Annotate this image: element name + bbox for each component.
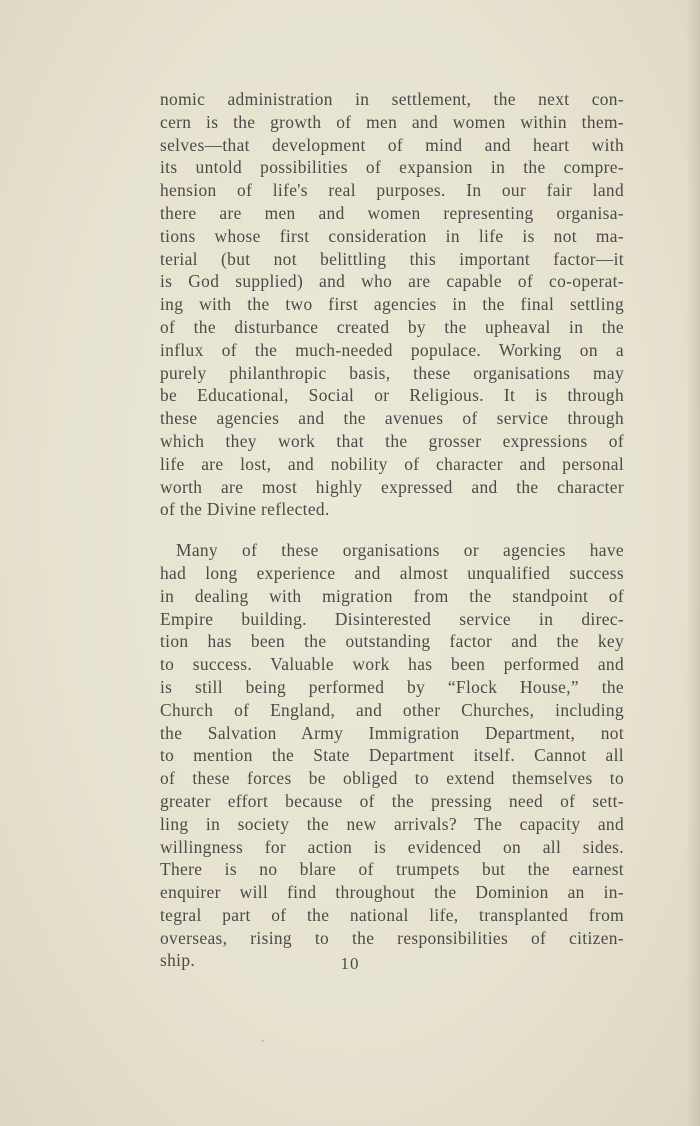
text-line: Church of England, and other Churches, including xyxy=(160,699,624,720)
text-line: There is no blare of trumpets but the earnest xyxy=(160,859,624,880)
paragraph-1 xyxy=(160,88,624,521)
page-number: 10 xyxy=(340,954,360,973)
text-line: influx of the much-needed populace. Working on a xyxy=(160,339,624,360)
text-line: tions whose first consideration in life is not ma- xyxy=(160,225,624,246)
text-line: worth are most highly expressed and the character xyxy=(160,476,624,497)
text-line: ing with the two first agencies in the final settling xyxy=(160,294,624,315)
text-line: these agencies and the avenues of service through xyxy=(160,408,624,429)
text-line: willingness for action is evidenced on all sides. xyxy=(160,836,624,857)
text-line: Many of these organisations or agencies have xyxy=(176,540,624,561)
paper-speck xyxy=(262,1040,264,1042)
paragraph-2 xyxy=(160,539,624,972)
text-line: which they work that the grosser expressions of xyxy=(160,430,624,451)
text-line: of the Divine reflected. xyxy=(160,499,330,520)
text-line: its untold possibilities of expansion in the compre- xyxy=(160,157,624,178)
text-line: greater effort because of the pressing need of sett- xyxy=(160,790,624,811)
text-line: in dealing with migration from the standpoint of xyxy=(160,585,624,606)
text-line: of the disturbance created by the upheaval in the xyxy=(160,316,624,337)
text-line: Empire building. Disinterested service in direc- xyxy=(160,608,624,629)
text-line: is still being performed by “Flock House,” the xyxy=(160,676,624,697)
text-line: be Educational, Social or Religious. It is through xyxy=(160,385,624,406)
text-line: is God supplied) and who are capable of co-operat- xyxy=(160,271,624,292)
text-line: of these forces be obliged to extend themselves to xyxy=(160,768,624,789)
body-text xyxy=(160,88,624,972)
text-line: there are men and women representing organisa- xyxy=(160,202,624,223)
text-line: life are lost, and nobility of character and personal xyxy=(160,453,624,474)
text-line: selves—that development of mind and heart with xyxy=(160,134,624,155)
text-line: tegral part of the national life, transplanted from xyxy=(160,904,624,925)
text-line: to mention the State Department itself. Cannot all xyxy=(160,745,624,766)
text-line: overseas, rising to the responsibilities of citizen- xyxy=(160,927,624,948)
text-line: the Salvation Army Immigration Department, not xyxy=(160,722,624,743)
text-line: cern is the growth of men and women within them- xyxy=(160,111,624,132)
text-line: ship. xyxy=(160,950,196,971)
text-line: ling in society the new arrivals? The capacity and xyxy=(160,813,624,834)
text-line: purely philanthropic basis, these organisations may xyxy=(160,362,624,383)
text-line: enquirer will find throughout the Dominion an in- xyxy=(160,882,624,903)
text-line: to success. Valuable work has been performed and xyxy=(160,654,624,675)
text-line: terial (but not belittling this important factor—it xyxy=(160,248,624,269)
text-line: hension of life's real purposes. In our fair land xyxy=(160,180,624,201)
text-line: tion has been the outstanding factor and the key xyxy=(160,631,624,652)
text-line: nomic administration in settlement, the next con- xyxy=(160,89,624,109)
text-line: had long experience and almost unqualified success xyxy=(160,562,624,583)
